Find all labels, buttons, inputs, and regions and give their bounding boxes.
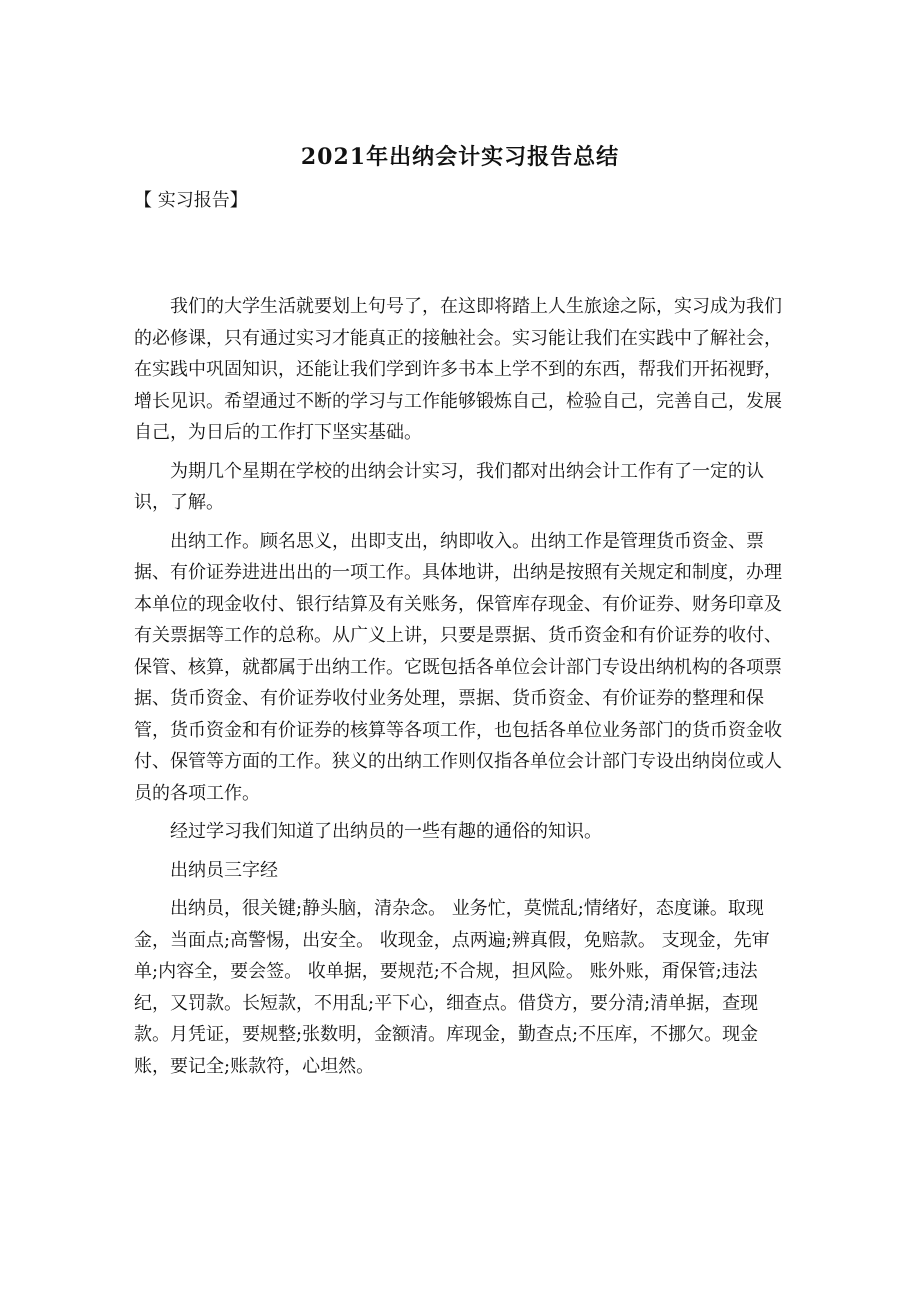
paragraph-intro: 我们的大学生活就要划上句号了，在这即将踏上人生旅途之际，实习成为我们的必修课，只有通过实习才能真正的接触社会。实习能让我们在实践中了解社会，在实践中巩固知识，还能让我们学到许多书本上学不到的东西，帮我们开拓视野，增长见识。希望通过不断的学习与工作能够锻炼自己，检验自己，完善自己，发展自己，为日后的工作打下坚实基础。	[134, 296, 782, 443]
document-category-tag: 【 实习报告】	[134, 190, 248, 211]
paragraph-three-character-title: 出纳员三字经	[170, 859, 278, 881]
document-body	[134, 291, 784, 1089]
paragraph-three-character-verse: 出纳员，很关键;静头脑，清杂念。 业务忙，莫慌乱;情绪好，态度谦。取现金，当面点;高警惕，出安全。 收现金，点两遍;辨真假，免赔款。 支现金，先审单;内容全，要会签。 收单据，要规范;不合规，担风险。 账外账，甭保管;违法纪，又罚款。长短款，不用乱;平下心，细查点。借贷方，要分清;清单据，查现款。月凭证，要规整;张数明，金额清。库现金，勤查点;不压库，不挪欠。现金账，要记全;账款符，心坦然。	[134, 898, 770, 1077]
document-title: 2021年出纳会计实习报告总结	[300, 144, 620, 170]
paragraph-internship: 为期几个星期在学校的出纳会计实习，我们都对出纳会计工作有了一定的认识，了解。	[134, 460, 764, 513]
paragraph-cashier-work: 出纳工作。顾名思义，出即支出，纳即收入。出纳工作是管理货币资金、票据、有价证券进进出出的一项工作。具体地讲，出纳是按照有关规定和制度，办理本单位的现金收付、银行结算及有关账务，保管库存现金、有价证券、财务印章及有关票据等工作的总称。从广义上讲，只要是票据、货币资金和有价证券的收付、保管、核算，就都属于出纳工作。它既包括各单位会计部门专设出纳机构的各项票据、货币资金、有价证券收付业务处理，票据、货币资金、有价证券的整理和保管，货币资金和有价证券的核算等各项工作，也包括各单位业务部门的货币资金收付、保管等方面的工作。狭义的出纳工作则仅指各单位会计部门专设出纳岗位或人员的各项工作。	[134, 530, 782, 804]
paragraph-knowledge: 经过学习我们知道了出纳员的一些有趣的通俗的知识。	[170, 821, 602, 842]
